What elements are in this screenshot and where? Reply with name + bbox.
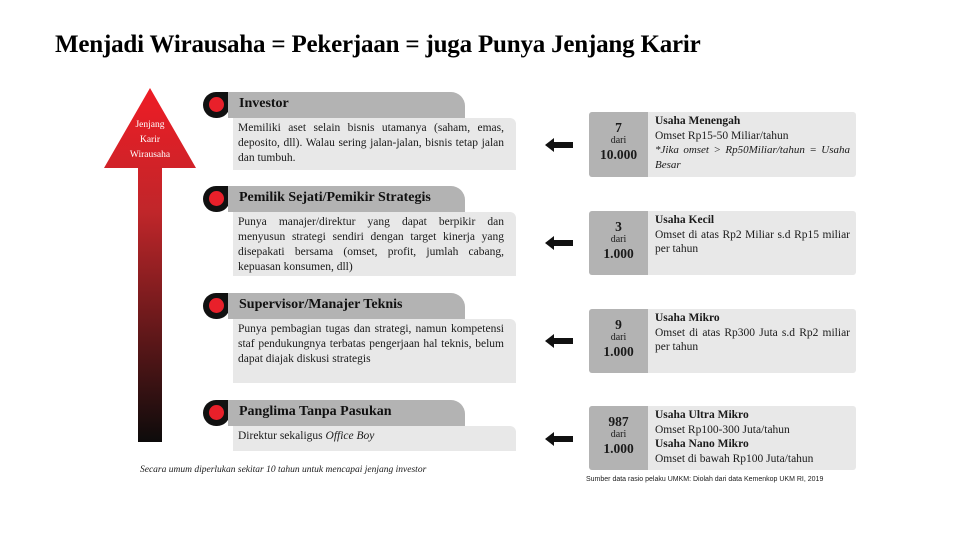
slide-title: Menjadi Wirausaha = Pekerjaan = juga Punya Jenjang Karir: [55, 31, 701, 58]
level-desc: Punya manajer/direktur yang dapat berpikir dan menyusun strategi sendiri dengan target kinerja yang disepakati bersama (omset, profit, jumlah cabang, kepuasan konsumen, dll): [233, 212, 516, 276]
arrow-label-line: Jenjang: [135, 120, 165, 130]
ratio-box-kecil: [589, 211, 856, 275]
business-type: Usaha Nano Mikro: [655, 438, 749, 450]
ratio-dari: dari: [610, 135, 627, 146]
arrow-label: [104, 118, 196, 163]
ratio-dari: dari: [610, 332, 627, 343]
ratio-number: [589, 211, 648, 275]
ratio-total: 1.000: [603, 246, 634, 261]
ratio-dari: dari: [610, 234, 627, 245]
ratio-count: 7: [615, 120, 622, 135]
level-title: Pemilik Sejati/Pemikir Strategis: [228, 186, 465, 212]
ratio-box-menengah: [589, 112, 856, 177]
arrow-left-icon: [545, 334, 573, 348]
business-type: Usaha Ultra Mikro: [655, 409, 749, 421]
footnote: Secara umum diperlukan sekitar 10 tahun untuk mencapai jenjang investor: [140, 465, 427, 475]
business-omset: Omset di bawah Rp100 Juta/tahun: [655, 452, 814, 465]
level-desc-text: Direktur sekaligus: [238, 430, 326, 442]
arrow-left-icon: [545, 236, 573, 250]
ratio-total: 10.000: [599, 147, 638, 162]
ratio-count: 3: [615, 219, 622, 234]
business-omset: Omset Rp100-300 Juta/tahun: [655, 423, 790, 436]
arrow-label-line: Karir: [139, 135, 161, 145]
level-desc: Punya pembagian tugas dan strategi, namun kompetensi staf pendukungnya terbatas pengerjaan hal teknis, belum dapat diajak diskusi strategis: [233, 319, 516, 383]
ratio-number: [589, 112, 648, 177]
bullet-icon: [203, 293, 230, 319]
level-title: Panglima Tanpa Pasukan: [228, 400, 465, 426]
business-note: *Jika omset > Rp50Miliar/tahun = Usaha Besar: [655, 144, 850, 171]
arrow-left-icon: [545, 432, 573, 446]
level-desc: [233, 426, 516, 451]
ratio-text: [655, 114, 850, 172]
business-type: Usaha Kecil: [655, 214, 715, 226]
business-omset: Omset Rp15-50 Miliar/tahun: [655, 129, 789, 142]
ratio-number: [589, 406, 648, 470]
level-desc-italic: Office Boy: [325, 430, 375, 442]
level-desc: Memiliki aset selain bisnis utamanya (saham, emas, deposito, dll). Walau sering jalan-jalan, bisnis tetap jalan dan tumbuh.: [233, 118, 516, 170]
ratio-box-mikro: [589, 309, 856, 373]
arrow-left-icon: [545, 138, 573, 152]
business-type: Usaha Menengah: [655, 115, 741, 127]
bullet-icon: [203, 400, 230, 426]
business-type: Usaha Mikro: [655, 312, 720, 324]
arrow-label-line: Wirausaha: [129, 150, 171, 160]
bullet-icon: [203, 92, 230, 118]
ratio-text: [655, 213, 850, 257]
level-title: Supervisor/Manajer Teknis: [228, 293, 465, 319]
ratio-box-ultra-mikro: [589, 406, 856, 470]
ratio-total: 1.000: [603, 441, 634, 456]
bullet-icon: [203, 186, 230, 212]
ratio-total: 1.000: [603, 344, 634, 359]
source-note: Sumber data rasio pelaku UMKM: Diolah dari data Kemenkop UKM RI, 2019: [586, 476, 824, 483]
business-omset: Omset di atas Rp2 Miliar s.d Rp15 miliar per tahun: [655, 228, 850, 255]
ratio-text: [655, 408, 850, 466]
ratio-text: [655, 311, 850, 355]
ratio-count: 9: [615, 317, 622, 332]
ratio-number: [589, 309, 648, 373]
business-omset: Omset di atas Rp300 Juta s.d Rp2 miliar per tahun: [655, 326, 850, 353]
level-title: Investor: [228, 92, 465, 118]
ratio-dari: dari: [610, 429, 627, 440]
ratio-count: 987: [608, 414, 629, 429]
